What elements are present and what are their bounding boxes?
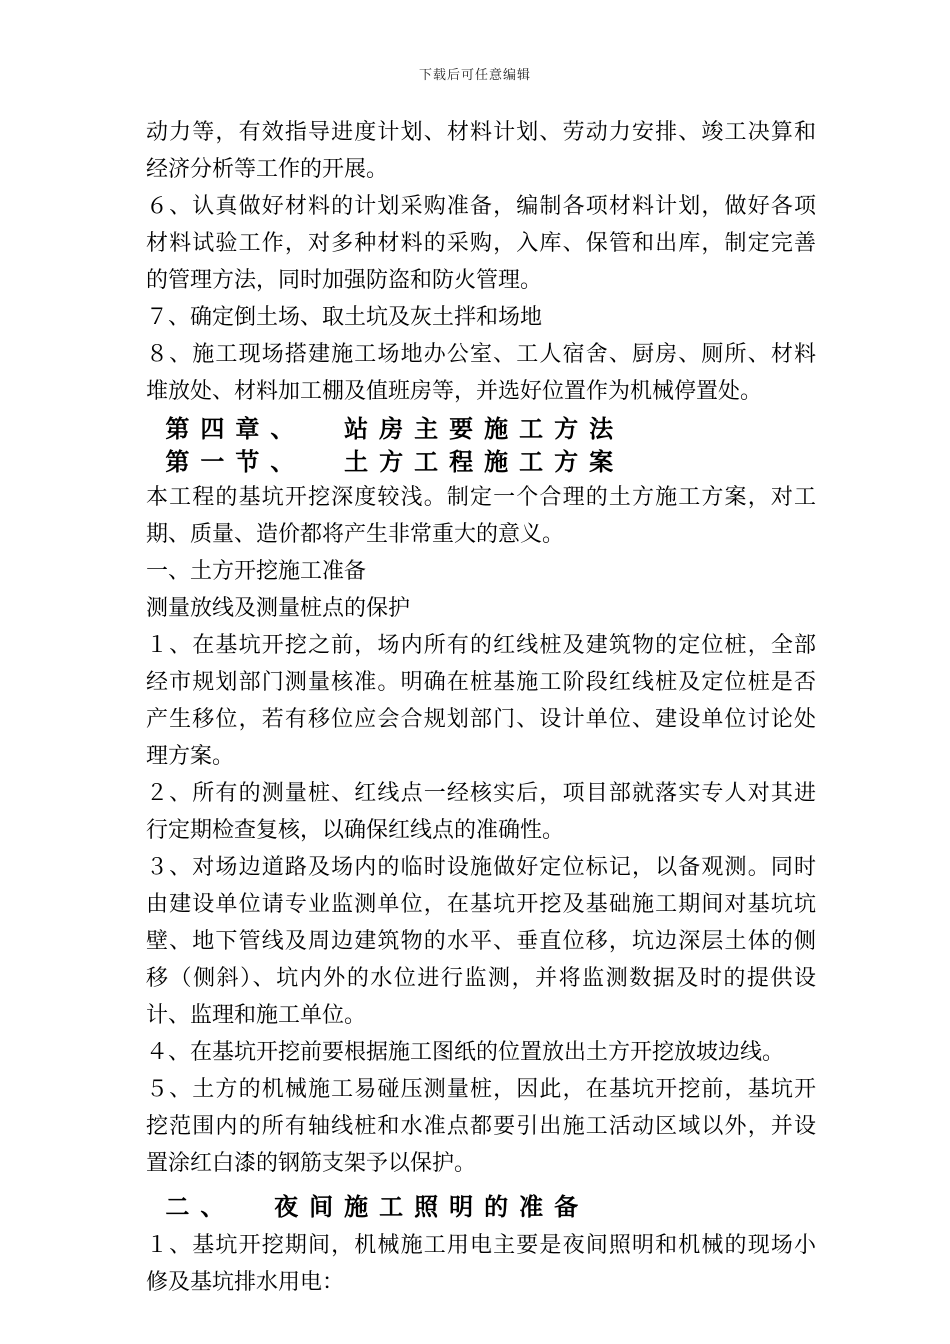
paragraph-line: 经市规划部门测量核准。明确在桩基施工阶段红线桩及定位桩是否 (146, 670, 816, 695)
paragraph-line: 的管理方法，同时加强防盗和防火管理。 (146, 268, 543, 293)
paragraph-line: 堆放处、材料加工棚及值班房等，并选好位置作为机械停置处。 (146, 379, 763, 404)
paragraph-line: 动力等，有效指导进度计划、材料计划、劳动力安排、竣工决算和 (146, 120, 816, 145)
paragraph-line: 材料试验工作，对多种材料的采购，入库、保管和出库，制定完善 (146, 231, 816, 256)
paragraph-line: 行定期检查复核，以确保红线点的准确性。 (146, 818, 565, 843)
paragraph-line: 置涂红白漆的钢筋支架予以保护。 (146, 1151, 477, 1176)
paragraph-line: 计、监理和施工单位。 (146, 1003, 367, 1028)
paragraph-line: 本工程的基坑开挖深度较浅。制定一个合理的土方施工方案，对工 (146, 485, 816, 510)
paragraph-line: ２、所有的测量桩、红线点一经核实后，项目部就落实专人对其进 (146, 781, 816, 806)
paragraph-line: ７、确定倒土场、取土坑及灰土拌和场地 (146, 305, 543, 330)
subsection-heading: 二、 夜间施工照明的准备 (146, 1193, 590, 1221)
paragraph-line: ８、施工现场搭建施工场地办公室、工人宿舍、厨房、厕所、材料 (146, 342, 816, 367)
paragraph-line: 经济分析等工作的开展。 (146, 157, 389, 182)
section-heading: 第一节、 土方工程施工方案 (146, 448, 625, 476)
paragraph-line: ６、认真做好材料的计划采购准备，编制各项材料计划，做好各项 (146, 194, 816, 219)
document-body (146, 114, 816, 1301)
paragraph-line: 挖范围内的所有轴线桩和水准点都要引出施工活动区域以外，并设 (146, 1114, 816, 1139)
paragraph-line: ４、在基坑开挖前要根据施工图纸的位置放出土方开挖放坡边线。 (146, 1040, 785, 1065)
paragraph-line: １、基坑开挖期间，机械施工用电主要是夜间照明和机械的现场小 (146, 1233, 816, 1258)
paragraph-line: 产生移位，若有移位应会合规划部门、设计单位、建设单位讨论处 (146, 707, 816, 732)
subsection-title: 测量放线及测量桩点的保护 (146, 596, 411, 621)
subsection-title: 一、土方开挖施工准备 (146, 559, 367, 584)
paragraph-line: ３、对场边道路及场内的临时设施做好定位标记，以备观测。同时 (146, 855, 816, 880)
paragraph-line: 移（侧斜）、坑内外的水位进行监测，并将监测数据及时的提供设 (146, 966, 816, 991)
paragraph-line: １、在基坑开挖之前，场内所有的红线桩及建筑物的定位桩，全部 (146, 633, 816, 658)
paragraph-line: 由建设单位请专业监测单位，在基坑开挖及基础施工期间对基坑坑 (146, 892, 816, 917)
paragraph-line: 理方案。 (146, 744, 235, 769)
paragraph-line: ５、土方的机械施工易碰压测量桩，因此，在基坑开挖前，基坑开 (146, 1077, 816, 1102)
paragraph-line: 修及基坑排水用电： (146, 1270, 345, 1295)
chapter-heading: 第四章、 站房主要施工方法 (146, 415, 625, 443)
paragraph-line: 壁、地下管线及周边建筑物的水平、垂直位移，坑边深层土体的侧 (146, 929, 816, 954)
paragraph-line: 期、质量、造价都将产生非常重大的意义。 (146, 522, 565, 547)
page-header: 下载后可任意编辑 (418, 68, 531, 83)
